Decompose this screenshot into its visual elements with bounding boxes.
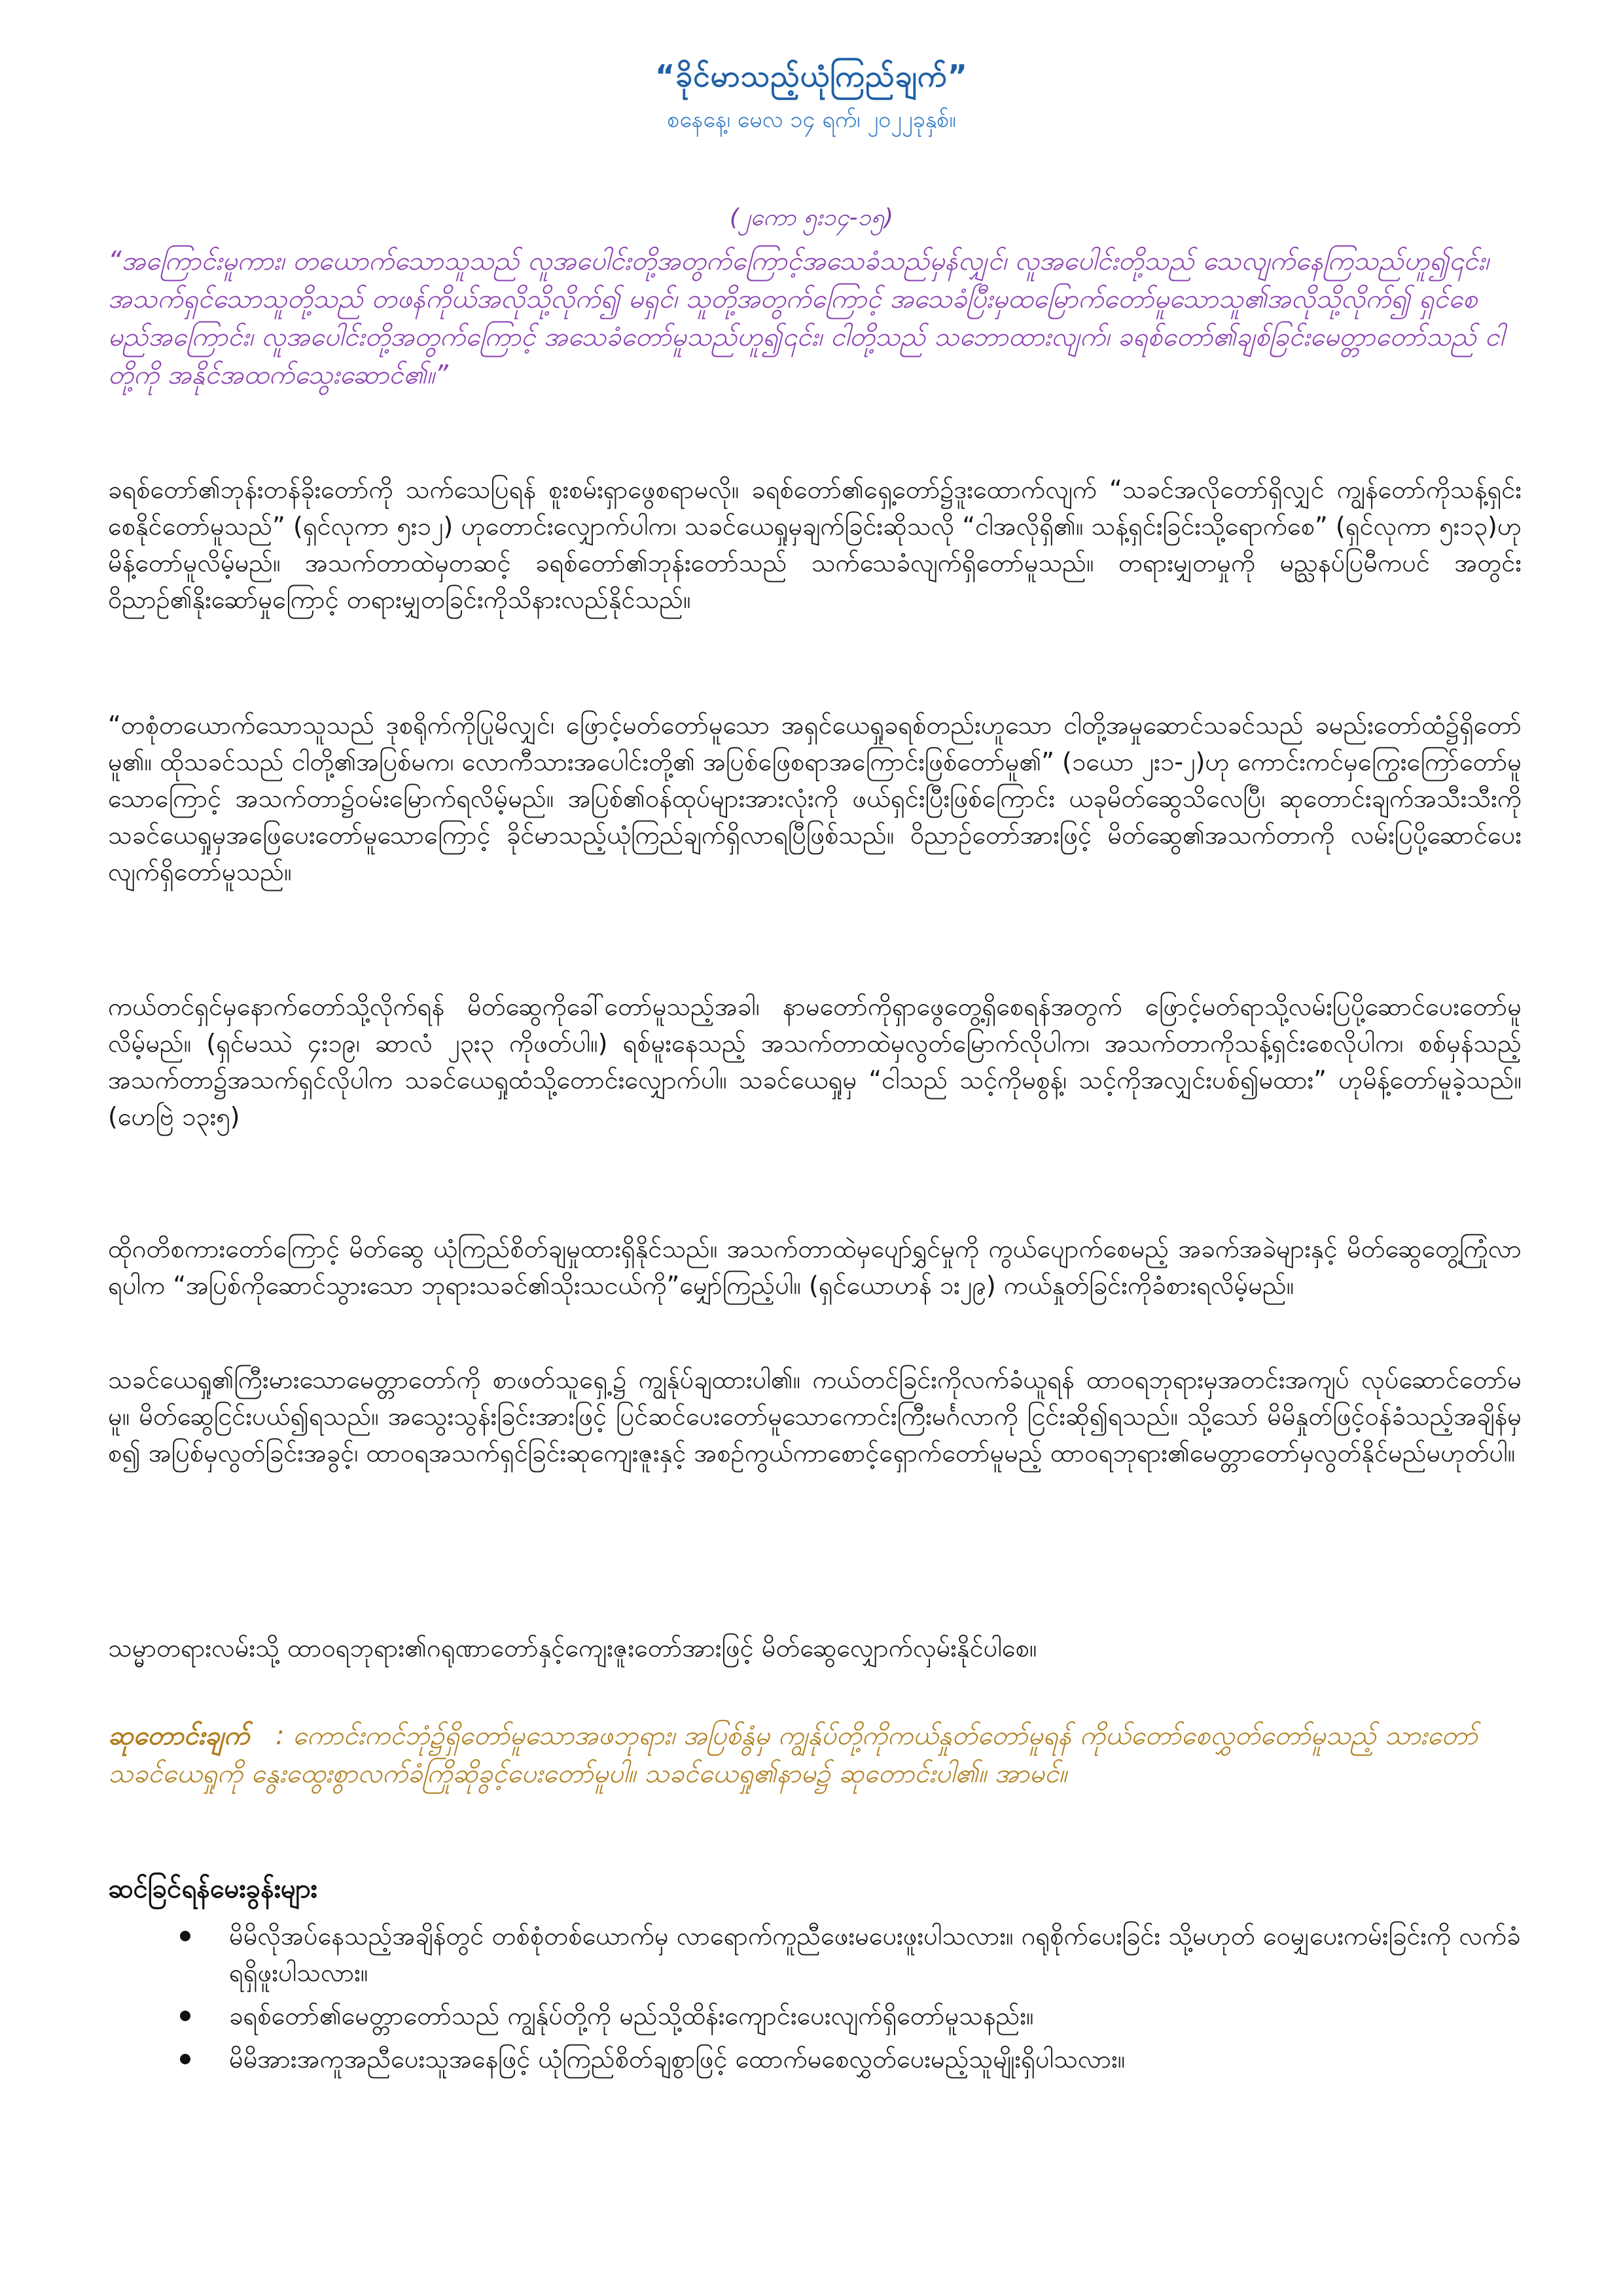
scripture-reference: (၂ကော ၅း၁၄-၁၅) — [729, 204, 894, 231]
questions-list — [108, 1918, 1522, 2084]
bullet-icon — [180, 2054, 190, 2064]
question-text: မိမိလိုအပ်နေသည့်အချိန်တွင် တစ်စုံတစ်ယောက်မှ လာရောက်ကူညီဖေးမပေးဖူးပါသလား။ ဂရုစိုက်ပေးခြင်း သို့မဟုတ် ဝေမျှပေးကမ်းခြင်းကို လက်ခံရရှိဖူးပါသလား။ — [229, 1922, 1521, 1987]
body-paragraph-5: သခင်ယေရှု၏ကြီးမားသောမေတ္တာတော်ကို စာဖတ်သူရှေ့၌ ကျွန်ုပ်ချထားပါ၏။ ကယ်တင်ခြင်းကိုလက်ခံယူရန် ထာဝရဘုရားမှအတင်းအကျပ် လုပ်ဆောင်တော်မမူ။ မိတ်ဆွေငြင်းပယ်၍ရသည်။ အသွေးသွန်းခြင်းအားဖြင့် ပြင်ဆင်ပေးတော်မူသောကောင်းကြီးမင်္ဂလာကို ငြင်းဆို၍ရသည်။ သို့သော် မိမိနှုတ်ဖြင့်ဝန်ခံသည့်အချိန်မှစ၍ အပြစ်မှလွတ်ခြင်းအခွင့်၊ ထာဝရအသက်ရှင်ခြင်းဆုကျေးဇူးနှင့် အစဉ်ကွယ်ကာစောင့်ရှောက်တော်မူမည့် ထာဝရဘုရား၏မေတ္တာတော်မှလွတ်နိုင်မည်မဟုတ်ပါ။ — [108, 1365, 1522, 1467]
scripture-quote: “အကြောင်းမူကား၊ တယောက်သောသူသည် လူအပေါင်းတို့အတွက်ကြောင့်အသေခံသည်မှန်လျှင်၊ လူအပေါင်းတို့သည် သေလျက်နေကြသည်ဟူ၍၎င်း၊ အသက်ရှင်သောသူတို့သည် တဖန်ကိုယ်အလိုသို့လိုက်၍ မရှင်၊ သူတို့အတွက်ကြောင့် အသေခံပြီးမှထမြောက်တော်မူသောသူ၏အလိုသို့လိုက်၍ ရှင်စေမည်အကြောင်း၊ လူအပေါင်းတို့အတွက်ကြောင့် အသေခံတော်မူသည်ဟူ၍၎င်း၊ ငါတို့သည် သဘောထားလျက်၊ ခရစ်တော်၏ချစ်ခြင်းမေတ္တာတော်သည် ငါတို့ကို အနိုင်အထက်သွေးဆောင်၏။” — [108, 246, 1504, 390]
body-paragraph-2: “တစုံတယောက်သောသူသည် ဒုစရိုက်ကိုပြုမိလျှင်၊ ဖြောင့်မတ်တော်မူသော အရှင်ယေရှုခရစ်တည်းဟူသော ငါတို့အမှုဆောင်သခင်သည် ခမည်းတော်ထံ၌ရှိတော်မူ၏။ ထိုသခင်သည် ငါတို့၏အပြစ်မက၊ လောကီသားအပေါင်းတို့၏ အပြစ်ဖြေစရာအကြောင်းဖြစ်တော်မူ၏” (၁ယော ၂း၁-၂)ဟု ကောင်းကင်မှကြွေးကြော်တော်မူသောကြောင့် အသက်တာ၌ဝမ်းမြောက်ရလိမ့်မည်။ အပြစ်၏ဝန်ထုပ်များအားလုံးကို ဖယ်ရှင်းပြီးဖြစ်ကြောင်း ယခုမိတ်ဆွေသိလေပြီ၊ ဆုတောင်းချက်အသီးသီးကို သခင်ယေရှုမှအဖြေပေးတော်မူသောကြောင့် ခိုင်မာသည့်ယုံကြည်ချက်ရှိလာရပြီဖြစ်သည်။ ဝိညာဉ်တော်အားဖြင့် မိတ်ဆွေ၏အသက်တာကို လမ်းပြပို့ဆောင်ပေးလျက်ရှိတော်မူသည်။ — [108, 711, 1522, 886]
list-item — [108, 2041, 1522, 2077]
list-item — [108, 1918, 1522, 1991]
page-title: “ခိုင်မာသည့်ယုံကြည်ချက်” — [654, 58, 969, 94]
page-date: စနေနေ့၊ မေလ ၁၄ ရက်၊ ၂၀၂၂ခုနှစ်။ — [667, 107, 956, 133]
prayer-text: : ကောင်းကင်ဘုံ၌ရှိတော်မူသောအဖဘုရား၊ အပြစ်နွံမှ ကျွန်ုပ်တို့ကိုကယ်နှုတ်တော်မူရန် ကိုယ်တော်စေလွှတ်တော်မူသည့် သားတော်သခင်ယေရှုကို နွေးထွေးစွာလက်ခံကြိုဆိုခွင့်ပေးတော်မူပါ။ သခင်ယေရှု၏နာမ၌ ဆုတောင်းပါ၏။ အာမင်။ — [108, 1721, 1478, 1789]
bullet-icon — [180, 2011, 190, 2021]
body-paragraph-1: ခရစ်တော်၏ဘုန်းတန်ခိုးတော်ကို သက်သေပြရန် စူးစမ်းရှာဖွေစရာမလို။ ခရစ်တော်၏ရှေ့တော်၌ဒူးထောက်လျက် “သခင်အလိုတော်ရှိလျှင် ကျွန်တော်ကိုသန့်ရှင်းစေနိုင်တော်မူသည်” (ရှင်လုကာ ၅း၁၂) ဟုတောင်းလျှောက်ပါက၊ သခင်ယေရှုမှချက်ခြင်းဆိုသလို “ငါအလိုရှိ၏။ သန့်ရှင်းခြင်းသို့ရောက်စေ” (ရှင်လုကာ ၅း၁၃)ဟု မိန့်တော်မူလိမ့်မည်။ အသက်တာထဲမှတဆင့် ခရစ်တော်၏ဘုန်းတော်သည် သက်သေခံလျက်ရှိတော်မူသည်။ တရားမျှတမှုကို မည္သနပ်ပြမီကပင် အတွင်းဝိညာဉ်၏နိုးဆော်မှုကြောင့် တရားမျှတခြင်းကိုသိနားလည်နိုင်သည်။ — [108, 475, 1522, 614]
questions-heading: ဆင်ခြင်ရန်မေးခွန်းများ — [108, 1874, 317, 1904]
prayer-block — [108, 1717, 1522, 1793]
question-text: ခရစ်တော်၏မေတ္တာတော်သည် ကျွန်ုပ်တို့ကို မည်သို့ထိန်းကျောင်းပေးလျက်ရှိတော်မူသနည်း။ — [229, 2001, 1034, 2030]
bullet-icon — [180, 1931, 190, 1941]
body-paragraph-4: ထိုဂတိစကားတော်ကြောင့် မိတ်ဆွေ ယုံကြည်စိတ်ချမှုထားရှိနိုင်သည်။ အသက်တာထဲမှပျော်ရွှင်မှုကို ကွယ်ပျောက်စေမည့် အခက်အခဲများနှင့် မိတ်ဆွေတွေ့ကြုံလာရပါက “အပြစ်ကိုဆောင်သွားသော ဘုရားသခင်၏သိုးသငယ်ကို”မျှော်ကြည့်ပါ။ (ရှင်ယောဟန် ၁း၂၉) ကယ်နှုတ်ခြင်းကိုခံစားရလိမ့်မည်။ — [108, 1234, 1522, 1300]
body-paragraph-3: ကယ်တင်ရှင်မှနောက်တော်သို့လိုက်ရန် မိတ်ဆွေကိုခေါ်တော်မူသည့်အခါ၊ နာမတော်ကိုရှာဖွေတွေ့ရှိစေရန်အတွက် ဖြောင့်မတ်ရာသို့လမ်းပြပို့ဆောင်ပေးတော်မူလိမ့်မည်။ (ရှင်မဿဲ ၄း၁၉၊ ဆာလံ ၂၃း၃ ကိုဖတ်ပါ။) ရစ်မူးနေသည့် အသက်တာထဲမှလွတ်မြောက်လိုပါက၊ အသက်တာကိုသန့်ရှင်းစေလိုပါက၊ စစ်မှန်သည့်အသက်တာ၌အသက်ရှင်လိုပါက သခင်ယေရှုထံသို့တောင်းလျှောက်ပါ။ သခင်ယေရှုမှ “ငါသည် သင့်ကိုမစွန့်၊ သင့်ကိုအလျှင်းပစ်၍မထား” ဟုမိန့်တော်မူခဲ့သည်။ (ဟေဗြဲ ၁၃း၅) — [108, 992, 1522, 1131]
list-item — [108, 1998, 1522, 2034]
body-paragraph-6: သမ္မာတရားလမ်းသို့ ထာဝရဘုရား၏ဂရုဏာတော်နှင့်ကျေးဇူးတော်အားဖြင့် မိတ်ဆွေလျှောက်လှမ်းနိုင်ပါစေ။ — [108, 1634, 1037, 1662]
prayer-label: ဆုတောင်းချက် — [108, 1721, 250, 1751]
question-text: မိမိအားအကူအညီပေးသူအနေဖြင့် ယုံကြည်စိတ်ချစွာဖြင့် ထောက်မစေလွှတ်ပေးမည့်သူမျိုးရှိပါသလား။ — [229, 2045, 1126, 2073]
